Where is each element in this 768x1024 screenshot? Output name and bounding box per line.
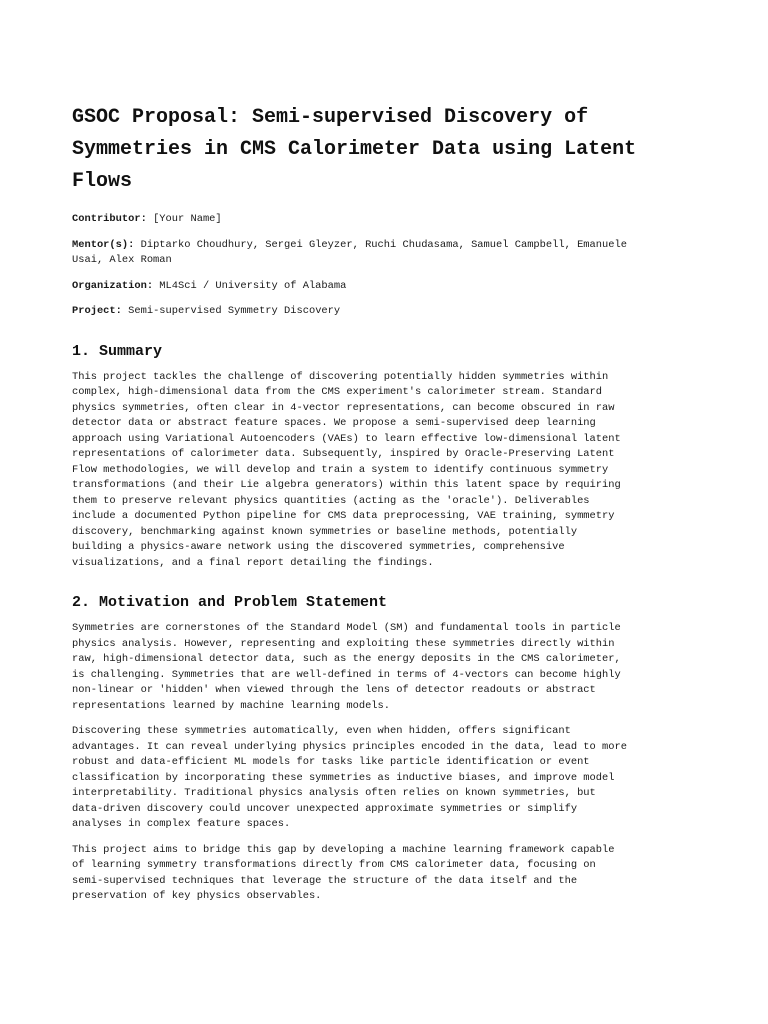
meta-value: [Your Name] bbox=[146, 213, 222, 225]
meta-label: Mentor(s): bbox=[72, 238, 135, 251]
paragraph: This project aims to bridge this gap by developing a machine learning framework capable of learning symmetry transformations directly from CMS calorimeter data, focusing on semi-supervised techniques that leverage the structure of the data itself and the preservation of key physics observables. bbox=[72, 843, 615, 902]
section-summary bbox=[72, 342, 696, 572]
meta-value: Diptarko Choudhury, Sergei Gleyzer, Ruchi Chudasama, Samuel Campbell, Emanuele Usai, Alex Roman bbox=[72, 238, 627, 266]
meta-organization bbox=[72, 279, 632, 295]
section-heading: 1. Summary bbox=[72, 342, 163, 360]
meta-mentors bbox=[72, 238, 632, 269]
paragraph: Discovering these symmetries automatically, even when hidden, offers significant advantages. It can reveal underlying physics principles encoded in the data, lead to more robust and data-efficient ML models for tasks like particle identification or event classification by incorporating these symmetries as inductive biases, and improve model interpretability. Traditional physics analysis often relies on known symmetries, but data-driven discovery could uncover unexpected approximate symmetries or simplify analyses in complex feature spaces. bbox=[72, 725, 627, 830]
meta-value: Semi-supervised Symmetry Discovery bbox=[121, 305, 341, 317]
meta-label: Project: bbox=[72, 305, 122, 317]
meta-label: Contributor: bbox=[72, 213, 147, 225]
meta-contributor bbox=[72, 212, 632, 228]
section-motivation bbox=[72, 593, 696, 905]
document-title: GSOC Proposal: Semi-supervised Discovery of Symmetries in CMS Calorimeter Data using Latent Flows bbox=[72, 106, 637, 193]
paragraph: Symmetries are cornerstones of the Standard Model (SM) and fundamental tools in particle physics analysis. However, representing and exploiting these symmetries directly within raw, high-dimensional detector data, such as the energy deposits in the CMS calorimeter, is challenging. Symmetries that are well-defined in terms of 4-vectors can become highly non-linear or 'hidden' when viewed through the lens of detector readouts or abstract representations learned by machine learning models. bbox=[72, 622, 621, 712]
paragraph: This project tackles the challenge of discovering potentially hidden symmetries within complex, high-dimensional data from the CMS experiment's calorimeter stream. Standard physics symmetries, often clear in 4-vector representations, can become obscured in raw detector data or abstract feature spaces. We propose a semi-supervised deep learning approach using Variational Autoencoders (VAEs) to learn effective low-dimensional latent representations of calorimeter data. Subsequently, inspired by Oracle-Preserving Latent Flow methodologies, we will develop and train a system to identify continuous symmetry transformations (and their Lie algebra generators) within this latent space by requiring them to preserve relevant physics quantities (acting as the 'oracle'). Deliverables include a documented Python pipeline for CMS data preprocessing, VAE training, symmetry discovery, benchmarking against known symmetries or baseline methods, potentially building a physics-aware network using the discovered symmetries, comprehensive visualizations, and a final report detailing the findings. bbox=[72, 370, 621, 569]
meta-value: ML4Sci / University of Alabama bbox=[153, 279, 347, 292]
meta-label: Organization: bbox=[72, 279, 154, 292]
document-meta bbox=[72, 212, 696, 320]
section-heading: 2. Motivation and Problem Statement bbox=[72, 594, 388, 611]
meta-project bbox=[72, 304, 632, 320]
